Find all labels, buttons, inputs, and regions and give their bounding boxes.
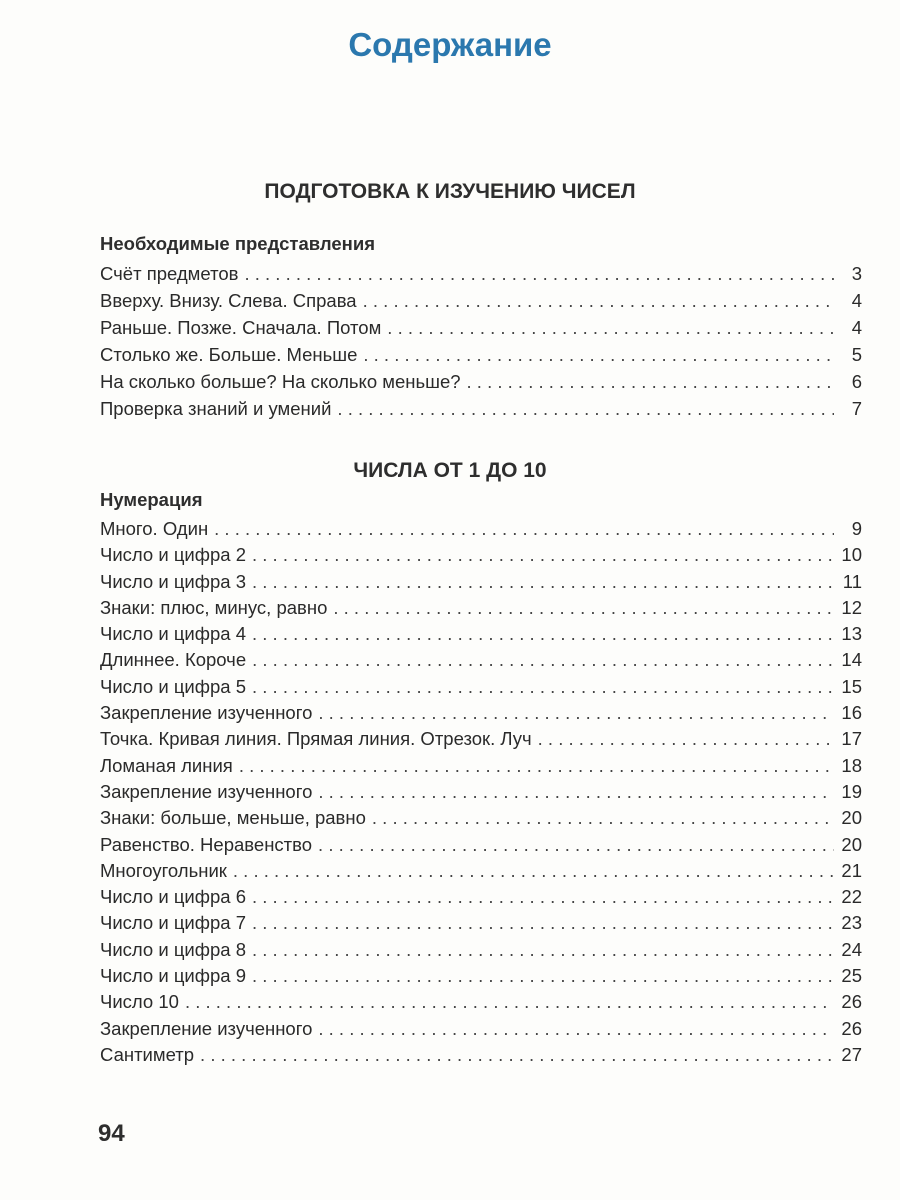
toc-entry-page: 22: [841, 886, 862, 908]
toc-entry-label: Число и цифра 2: [100, 544, 246, 566]
dot-leader: [337, 395, 834, 422]
section-heading: ПОДГОТОВКА К ИЗУЧЕНИЮ ЧИСЕЛ: [264, 180, 636, 203]
toc-entry-page: 6: [851, 371, 862, 392]
toc-entry-label: Закрепление изученного: [100, 1017, 313, 1039]
toc-entry: [100, 341, 862, 368]
dot-leader: [252, 884, 834, 910]
toc-list: [100, 260, 862, 422]
toc-entry-page: 5: [851, 344, 862, 365]
toc-entry: [100, 937, 862, 963]
toc-entry: [100, 314, 862, 341]
dot-leader: [252, 910, 834, 936]
toc-entry-label: Многоугольник: [100, 859, 227, 881]
toc-entry-page: 4: [851, 317, 862, 338]
dot-leader: [252, 963, 834, 989]
toc-entry-page: 11: [842, 570, 862, 592]
toc-entry: [100, 621, 862, 647]
toc-list: [100, 516, 862, 1068]
dot-leader: [252, 542, 834, 568]
toc-entry-page: 15: [841, 675, 862, 697]
dot-leader: [252, 569, 834, 595]
dot-leader: [318, 1016, 834, 1042]
dot-leader: [252, 674, 834, 700]
toc-entry-label: Равенство. Неравенство: [100, 833, 313, 855]
toc-entry: [100, 516, 862, 542]
toc-entry-label: Закрепление изученного: [100, 780, 313, 802]
dot-leader: [363, 341, 834, 368]
toc-entry: [100, 395, 862, 422]
toc-entry: [100, 368, 862, 395]
dot-leader: [244, 260, 834, 287]
dot-leader: [252, 621, 834, 647]
dot-leader: [239, 753, 834, 779]
toc-entry-label: Ломаная линия: [100, 754, 233, 776]
toc-entry-page: 14: [841, 649, 862, 671]
toc-entry: [100, 858, 862, 884]
toc-entry-page: 16: [841, 702, 862, 724]
toc-entry-label: Число и цифра 9: [100, 965, 246, 987]
toc-entry: [100, 805, 862, 831]
toc-entry-page: 21: [841, 859, 862, 881]
toc-entry-label: Знаки: плюс, минус, равно: [100, 596, 328, 618]
toc-entry-page: 23: [841, 912, 862, 934]
toc-entry-label: Много. Один: [100, 518, 209, 539]
toc-entry-page: 20: [841, 807, 862, 829]
toc-entry: [100, 260, 862, 287]
toc-entry-label: Точка. Кривая линия. Прямая линия. Отрезок. Луч: [100, 728, 532, 750]
toc-entry-page: 25: [841, 965, 862, 987]
page-number: 94: [98, 1120, 125, 1147]
toc-entry-label: Знаки: больше, меньше, равно: [100, 807, 366, 829]
dot-leader: [252, 647, 834, 673]
toc-entry-label: Число и цифра 4: [100, 623, 246, 645]
toc-entry-page: 18: [841, 754, 862, 776]
toc-entry: [100, 542, 862, 568]
toc-entry: [100, 726, 862, 752]
toc-entry-page: 19: [841, 780, 862, 802]
dot-leader: [233, 858, 834, 884]
toc-entry: [100, 753, 862, 779]
dot-leader: [387, 314, 834, 341]
toc-entry-label: Число и цифра 8: [100, 938, 246, 960]
toc-entry-page: 10: [841, 544, 862, 566]
toc-entry-label: Число и цифра 7: [100, 912, 246, 934]
page-title: Содержание: [348, 26, 552, 63]
dot-leader: [318, 779, 834, 805]
dot-leader: [363, 287, 834, 314]
toc-entry-label: Счёт предметов: [100, 263, 239, 284]
toc-entry-label: Число и цифра 5: [100, 675, 246, 697]
toc-entry-page: 27: [841, 1043, 862, 1065]
toc-entry-label: Закрепление изученного: [100, 702, 313, 724]
toc-entry: [100, 674, 862, 700]
dot-leader: [214, 516, 834, 542]
dot-leader: [318, 700, 834, 726]
toc-entry: [100, 647, 862, 673]
dot-leader: [333, 595, 834, 621]
toc-entry-page: 26: [841, 1017, 862, 1039]
toc-entry-page: 4: [851, 290, 862, 311]
dot-leader: [200, 1042, 834, 1068]
toc-entry: [100, 779, 862, 805]
toc-entry-page: 17: [841, 728, 862, 750]
toc-entry-page: 7: [851, 398, 862, 419]
toc-entry-page: 24: [841, 938, 862, 960]
toc-entry-page: 13: [841, 623, 862, 645]
toc-entry-label: Вверху. Внизу. Слева. Справа: [100, 290, 357, 311]
toc-entry-label: Число 10: [100, 991, 179, 1013]
toc-entry-label: На сколько больше? На сколько меньше?: [100, 371, 461, 392]
dot-leader: [538, 726, 834, 752]
toc-entry: [100, 1042, 862, 1068]
toc-entry-page: 20: [841, 833, 862, 855]
dot-leader: [252, 937, 834, 963]
toc-entry: [100, 569, 862, 595]
toc-entry: [100, 989, 862, 1015]
toc-entry-label: Проверка знаний и умений: [100, 398, 332, 419]
subsection-heading: Необходимые представления: [100, 233, 375, 254]
dot-leader: [318, 832, 834, 858]
toc-entry-label: Раньше. Позже. Сначала. Потом: [100, 317, 382, 338]
toc-entry-label: Число и цифра 6: [100, 886, 246, 908]
toc-entry: [100, 595, 862, 621]
dot-leader: [467, 368, 834, 395]
section-heading: ЧИСЛА ОТ 1 ДО 10: [353, 459, 547, 482]
toc-entry: [100, 910, 862, 936]
toc-entry-label: Число и цифра 3: [100, 570, 246, 592]
toc-entry-label: Сантиметр: [100, 1043, 195, 1065]
toc-entry-page: 26: [841, 991, 862, 1013]
toc-entry: [100, 287, 862, 314]
toc-entry-label: Длиннее. Короче: [100, 649, 247, 671]
toc-entry: [100, 963, 862, 989]
dot-leader: [372, 805, 834, 831]
toc-entry-label: Столько же. Больше. Меньше: [100, 344, 358, 365]
toc-entry: [100, 884, 862, 910]
toc-entry-page: 3: [851, 263, 862, 284]
subsection-heading: Нумерация: [100, 489, 203, 510]
toc-entry: [100, 700, 862, 726]
toc-entry: [100, 1016, 862, 1042]
toc-entry-page: 9: [851, 518, 862, 539]
toc-entry: [100, 832, 862, 858]
dot-leader: [185, 989, 834, 1015]
toc-entry-page: 12: [841, 596, 862, 618]
